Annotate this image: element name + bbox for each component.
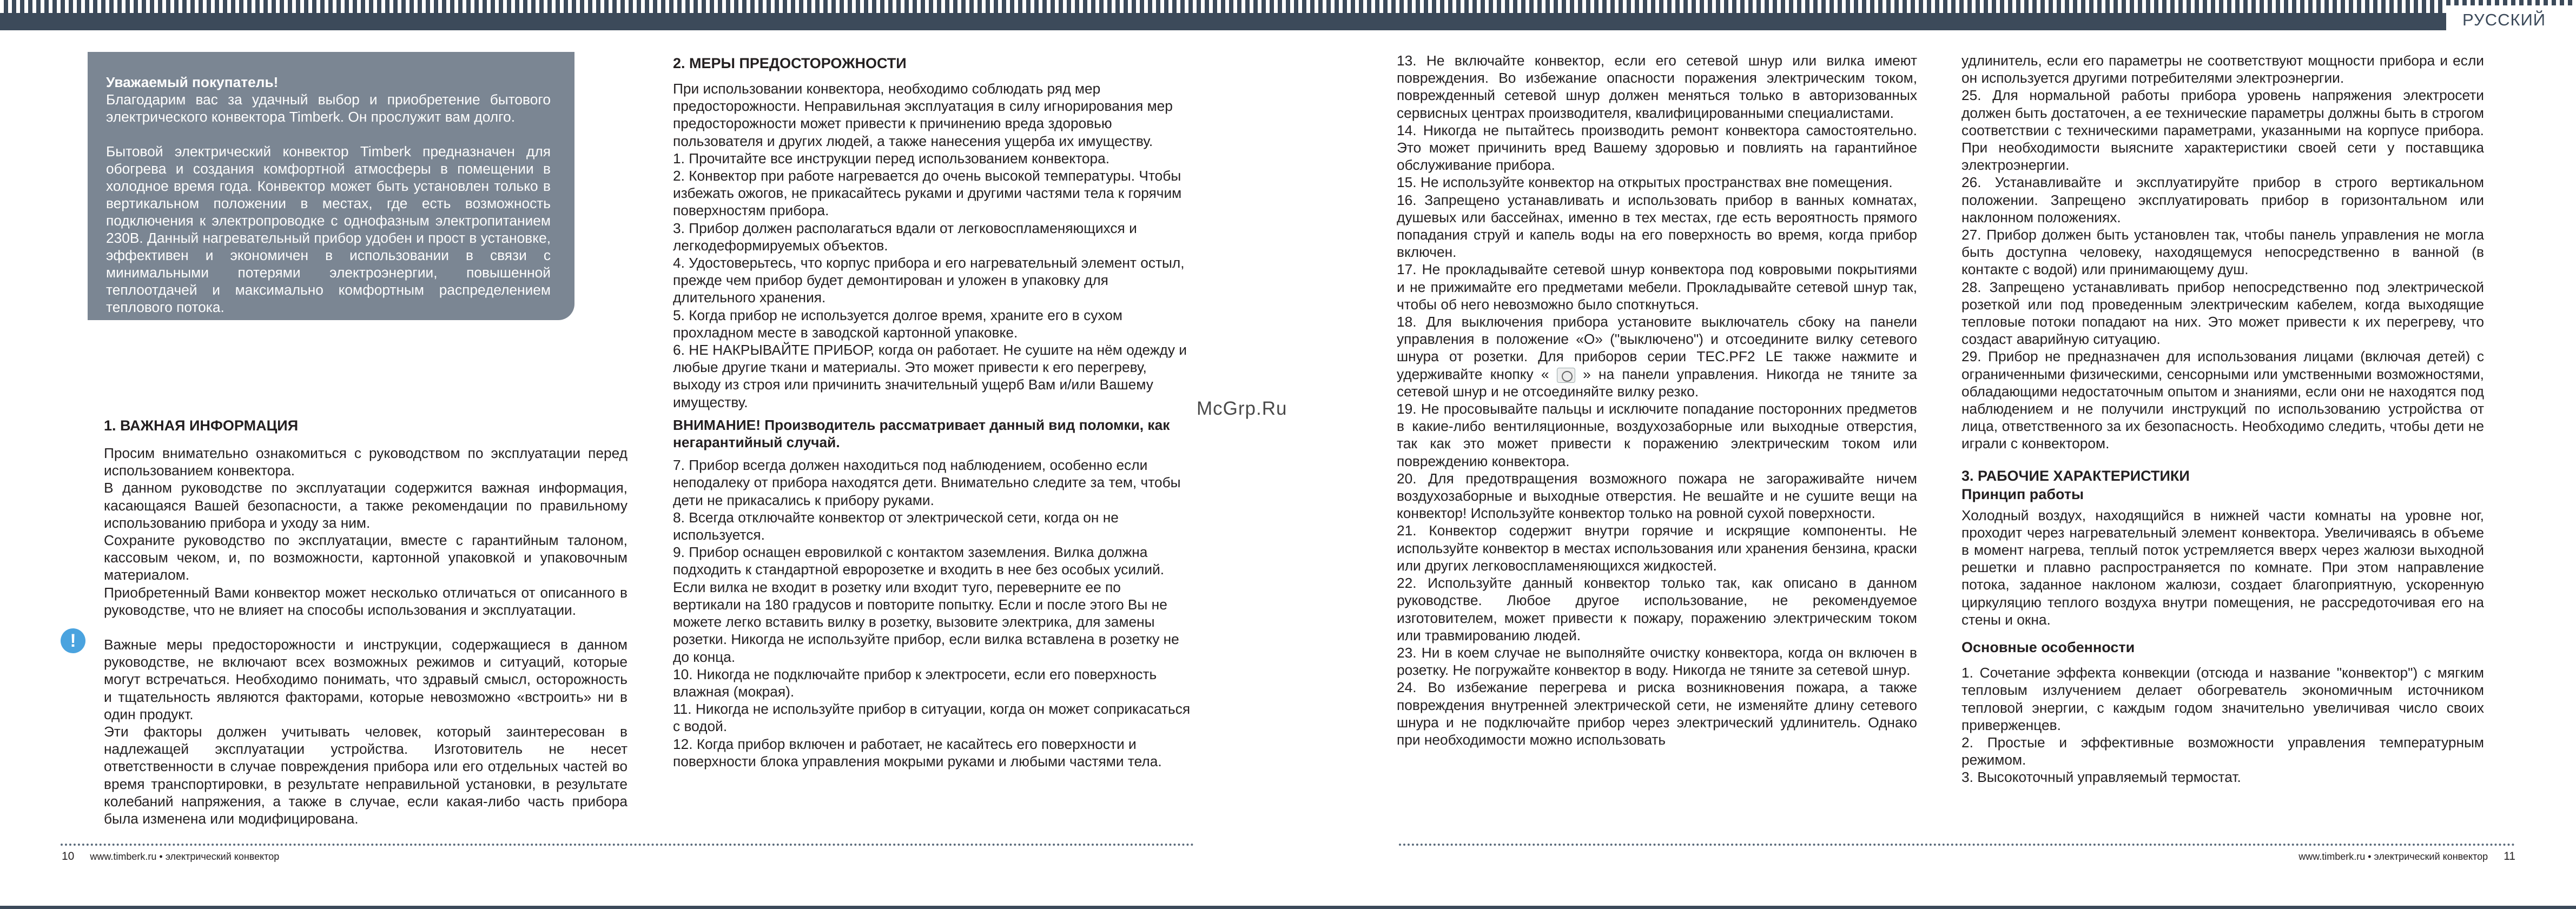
- precaution-item: 17. Не прокладывайте сетевой шнур конвектора под ковровыми покрытиями и не прижимайте его предметами мебели. Прокладывайте сетевой шнур так, чтобы об него невозможно было споткнуться.: [1397, 261, 1917, 313]
- language-tab: РУССКИЙ: [2446, 5, 2576, 36]
- page-number-right: 11: [2504, 850, 2515, 862]
- footer-left: [62, 851, 279, 862]
- precaution-item: 2. Конвектор при работе нагревается до очень высокой температуры. Чтобы избежать ожогов, не прикасайтесь руками и другими частями тела к горячим поверхностям прибора.: [673, 168, 1182, 219]
- precaution-item: 25. Для нормальной работы прибора уровень напряжения электросети должен быть достаточен, а ее технические параметры должны быть в строгом соответствии с техническими параметрами, указанными на корпусе прибора. При необходимости выясните характеристики своей сети у поставщика электроэнергии.: [1961, 87, 2484, 174]
- precaution-item: 15. Не используйте конвектор на открытых пространствах вне помещения.: [1397, 174, 1893, 191]
- precaution-item: 19. Не просовывайте пальцы и исключите попадание посторонних предметов в какие-либо вентиляционные, воздухозаборные или выходные отверстия, так как это может привести к поражению электрическим током или повреждению конвектора.: [1397, 401, 1917, 469]
- precaution-item: 29. Прибор не предназначен для использования лицами (включая детей) с ограниченными физическими, сенсорными или умственными возможностями, обладающими недостаточным опытом и знаниями, если они не находятся под наблюдением и не получили инструкций по использованию устройства от лица, ответственного за их безопасность. Необходимо следить, чтобы дети не играли с конвектором.: [1961, 348, 2484, 452]
- footer-divider-left: [61, 844, 1194, 846]
- bottom-bar: [0, 906, 2576, 909]
- section-2-title: 2. МЕРЫ ПРЕДОСТОРОЖНОСТИ: [673, 55, 907, 71]
- section-2: [673, 54, 1192, 770]
- intro-paragraph-1: Благодарим вас за удачный выбор и приобретение бытового электрического конвектора Timberk. Он прослужит вам долго.: [106, 91, 551, 125]
- precaution-item: 7. Прибор всегда должен находиться под наблюдением, особенно если неподалеку от прибора находятся дети. Внимательно следите за тем, чтобы дети не прикасались к прибору руками.: [673, 457, 1181, 508]
- precaution-item: 12. Когда прибор включен и работает, не касайтесь его поверхности и поверхности блока управления мокрыми руками и любыми частями тела.: [673, 735, 1162, 769]
- precaution-item: 13. Не включайте конвектор, если его сетевой шнур или вилка имеют повреждения. Во избежание опасности поражения электрическим током, поврежденный сетевой шнур должен меняться только в авторизованных сервисных центрах производителя, квалифицированными специалистами.: [1397, 52, 1917, 121]
- section-1-paragraph: Приобретенный Вами конвектор может несколько отличаться от описанного в руководстве, что не влияет на способы использования и эксплуатации.: [104, 584, 628, 618]
- intro-title: Уважаемый покупатель!: [106, 74, 279, 90]
- precaution-item: 4. Удостоверьтесь, что корпус прибора и его нагревательный элемент остыл, прежде чем прибор будет демонтирован и уложен в упаковку для длительного хранения.: [673, 255, 1185, 306]
- precaution-item: 1. Прочитайте все инструкции перед использованием конвектора.: [673, 150, 1110, 167]
- section-1-paragraph: В данном руководстве по эксплуатации содержится важная информация, касающаяся Вашей безопасности, а также рекомендации по правильному использованию прибора и уходу за ним.: [104, 480, 628, 531]
- precaution-item: 22. Используйте данный конвектор только так, как описано в данном руководстве. Любое другое использование, не рекомендуемое изготовителем, может привести к пожару, поражению электрическим током или травмированию людей.: [1397, 575, 1917, 643]
- footer-site-right: www.timberk.ru • электрический конвектор: [2298, 851, 2488, 862]
- warning-paragraph: Важные меры предосторожности и инструкции, содержащиеся в данном руководстве, не включают всех возможных режимов и ситуаций, которые могут встречаться. Необходимо понимать, что здравый смысл, осторожность и тщательность являются факторами, которые невозможно «встроить» ни в один продукт.: [104, 636, 628, 722]
- section-3-title: 3. РАБОЧИЕ ХАРАКТЕРИСТИКИ: [1961, 467, 2190, 484]
- features-title: Основные особенности: [1961, 639, 2135, 656]
- top-stripe-hatch: [0, 0, 2576, 13]
- section-1: [104, 416, 628, 827]
- precaution-item: 11. Никогда не используйте прибор в ситуации, когда он может соприкасаться с водой.: [673, 701, 1191, 735]
- top-stripe-bar: [0, 0, 2576, 30]
- precaution-item: 9. Прибор оснащен евровилкой с контактом заземления. Вилка должна подходить к стандартной евророзетке и входить в нее без особых усилий. Если вилка не входит в розетку или входит туго, переверните ее по вертикали на 180 градусов и повторите попытку. Если и после этого Вы не можете легко вставить вилку в розетку, вызовите электрика, для замены розетки. Никогда не используйте прибор, если вилка вставлена в розетку не до конца.: [673, 544, 1179, 665]
- precaution-item: 26. Устанавливайте и эксплуатируйте прибор в строго вертикальном положении. Запрещено эксплуатировать прибор в горизонтальном или наклонном положениях.: [1961, 174, 2484, 225]
- precaution-item: 28. Запрещено устанавливать прибор непосредственно под электрической розеткой или под проведенным электрическим кабелем, когда выходящие тепловые потоки попадают на них. Это может привести к их перегреву, что создаст аварийную ситуацию.: [1961, 278, 2484, 348]
- principle-title: Принцип работы: [1961, 486, 2084, 502]
- precaution-item: 20. Для предотвращения возможного пожара не загораживайте ничем воздухозаборные и выходные отверстия. Не вешайте и не сушите вещи на конвектор! Используйте конвектор только на ровной сухой поверхности.: [1397, 470, 1917, 522]
- feature-item: 1. Сочетание эффекта конвекции (отсюда и название "конвектор") с мягким тепловым излучением делает обогреватель экономичным источником тепловой энергии, с каждым годом значительно увеличивая число своих приверженцев.: [1961, 665, 2484, 733]
- precaution-item: 14. Никогда не пытайтесь производить ремонт конвектора самостоятельно. Это может причинить вред Вашему здоровью и повлиять на гарантийное обслуживание прибора.: [1397, 122, 1917, 174]
- column-4: [1961, 52, 2484, 786]
- watermark: McGrp.Ru: [1197, 398, 1287, 419]
- attention-note: ВНИМАНИЕ! Производитель рассматривает данный вид поломки, как негарантийный случай.: [673, 416, 1170, 451]
- continuation-text: удлинитель, если его параметры не соответствуют мощности прибора и если он используется другими потребителями электроэнергии.: [1961, 52, 2484, 87]
- precaution-item: 24. Во избежание перегрева и риска возникновения пожара, а также повреждения внутренней электрической сети, не изменяйте длину сетевого шнура и не подключайте прибор через электрический удлинитель. Однако при необходимости можно использовать: [1397, 679, 1917, 748]
- precaution-item: 21. Конвектор содержит внутри горячие и искрящие компоненты. Не используйте конвектор в местах использования или хранения бензина, краски или других легковоспламеняющихся жидкостей.: [1397, 522, 1917, 574]
- column-3: [1397, 52, 1917, 748]
- footer-site-left: www.timberk.ru • электрический конвектор: [90, 851, 280, 862]
- feature-item: 3. Высокоточный управляемый термостат.: [1961, 769, 2241, 786]
- principle-text: Холодный воздух, находящийся в нижней части комнаты на уровне ног, проходит через нагревательный элемент конвектора. Увеличиваясь в объеме в момент нагрева, теплый поток устремляется вверх через жалюзи выходной решетки и плавно распространяется по комнате. При этом направление потока, заданное наклоном жалюзи, создает благоприятную, ускоренную циркуляцию теплого воздуха внутри помещения, не рассредоточивая его на стены и окна.: [1961, 507, 2484, 628]
- precaution-item: 27. Прибор должен быть установлен так, чтобы панель управления не могла быть доступна человеку, находящемуся непосредственно в ванной (в контакте с водой) или принимающему душ.: [1961, 227, 2484, 278]
- precaution-item: 6. НЕ НАКРЫВАЙТЕ ПРИБОР, когда он работает. Не сушите на нём одежду и любые другие ткани и материалы. Это может привести к его перегреву, выходу из строя или причинить значительный ущерб Вам и/или Вашему имуществу.: [673, 342, 1187, 410]
- section-2-intro: При использовании конвектора, необходимо соблюдать ряд мер предосторожности. Неправильная эксплуатация в силу игнорирования мер предосторожности может привести к причинению вреда здоровью пользователя и других людей, а также нанесения ущерба их имуществу.: [673, 81, 1173, 149]
- warning-paragraph: Эти факторы должен учитывать человек, который заинтересован в надлежащей эксплуатации устройства. Изготовитель не несет ответственности в случае повреждения прибора или его отдельных частей во время транспортировки, в результате неправильной установки, в результате колебаний напряжения, а также в случае, если какая-либо часть прибора была изменена или модифицирована.: [104, 724, 628, 827]
- precaution-item: 10. Никогда не подключайте прибор к электросети, если его поверхность влажная (мокрая).: [673, 666, 1157, 700]
- feature-item: 2. Простые и эффективные возможности управления температурным режимом.: [1961, 734, 2484, 768]
- power-button-icon: [1557, 368, 1575, 383]
- exclamation-icon: !: [61, 628, 85, 653]
- precaution-item: 8. Всегда отключайте конвектор от электрической сети, когда он не используется.: [673, 509, 1119, 543]
- page-number-left: 10: [62, 850, 75, 862]
- section-1-paragraph: Просим внимательно ознакомиться с руководством по эксплуатации перед использованием конвектора.: [104, 445, 628, 479]
- precaution-item: 23. Ни в коем случае не выполняйте очистку конвектора, когда он включен в розетку. Не погружайте конвектор в воду. Никогда не тяните за сетевой шнур.: [1397, 644, 1917, 679]
- intro-paragraph-2: Бытовой электрический конвектор Timberk предназначен для обогрева и создания комфортной атмосферы в помещении в холодное время года. Конвектор может быть установлен только в вертикальном положении в местах, где есть возможность подключения к электропроводке с однофазным электропитанием 230В. Данный нагревательный прибор удобен и прост в установке, эффективен и экономичен в использовании в связи с минимальными потерями электроэнергии, повышенной теплоотдачей и максимально комфортным распределением теплового потока.: [106, 143, 551, 315]
- section-1-title: 1. ВАЖНАЯ ИНФОРМАЦИЯ: [104, 417, 299, 434]
- precaution-item: 16. Запрещено устанавливать и использовать прибор в ванных комнатах, душевых или бассейнах, именно в тех местах, где есть вероятность прямого попадания струй и капель воды на его поверхность во время, когда прибор включен.: [1397, 191, 1917, 261]
- item-18-text-b: » на панели управления. Никогда не тяните за сетевой шнур и не отсоединяйте вилку резко.: [1397, 366, 1917, 400]
- precaution-item: 3. Прибор должен располагаться вдали от легковоспламеняющихся и легкодеформируемых объектов.: [673, 220, 1137, 254]
- precaution-item: 5. Когда прибор не используется долгое время, храните его в сухом прохладном месте в заводской картонной упаковке.: [673, 307, 1122, 341]
- intro-box: [88, 52, 574, 320]
- precaution-item-18: 18. Для выключения прибора установите выключатель сбоку на панели управления в положение «O» ("выключено") и отсоедините вилку сетевого шнура от розетки. Для приборов серии TEC.PF2 LE также нажмите и удерживайте кнопку « » на панели управления. Никогда не тяните за сетевой шнур и не отсоединяйте вилку резко.: [1397, 314, 1917, 400]
- section-1-paragraph: Сохраните руководство по эксплуатации, вместе с гарантийным талоном, кассовым чеком, и, по возможности, картонной упаковкой и упаковочным материалом.: [104, 532, 628, 583]
- footer-right: [2298, 851, 2515, 862]
- item-18-text-a: 18. Для выключения прибора установите выключатель сбоку на панели управления в положение «O» ("выключено") и отсоедините вилку сетевого шнура от розетки. Для приборов серии TEC.PF2 LE также нажмите и удерживайте кнопку: [1397, 314, 1917, 382]
- footer-divider-right: [1399, 844, 2515, 846]
